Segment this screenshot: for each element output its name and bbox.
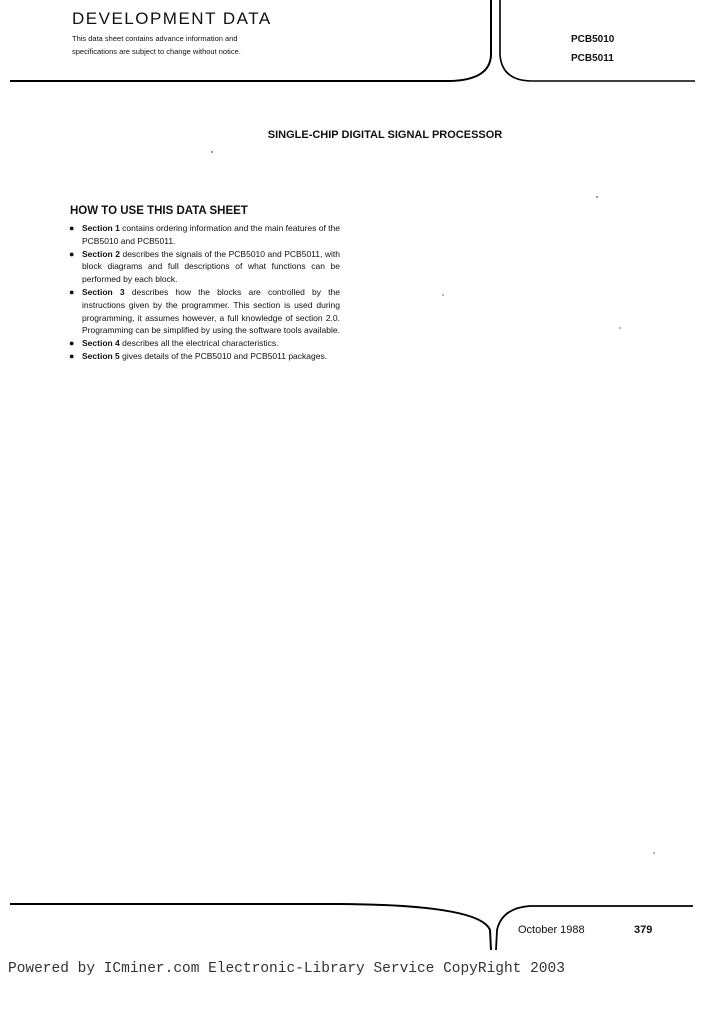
bullet-icon: ● [69,223,75,233]
footer-date: October 1988 [518,924,585,936]
list-item [68,350,340,363]
notice-line-1: This data sheet contains advance information and [72,34,238,43]
item-text: contains ordering information and the main features of the PCB5010 and PCB5011. [82,223,340,246]
development-data-title: DEVELOPMENT DATA [72,9,272,28]
bullet-icon: ● [69,248,75,259]
list-item [68,286,340,337]
item-text: describes the signals of the PCB5010 and PCB5011, with block diagrams and full descriptions of what functions can be performed by each block. [82,248,340,285]
section-heading: HOW TO USE THIS DATA SHEET [70,205,248,217]
notice-line-2: specifications are subject to change without notice. [72,47,241,56]
list-item [68,222,340,248]
powered-by-banner: Powered by ICminer.com Electronic-Library Service CopyRight 2003 [8,961,565,977]
bullet-icon: ● [69,286,75,297]
part-number-1: PCB5010 [571,34,615,45]
list-item [68,337,340,350]
item-text: describes how the blocks are controlled by the instructions given by the programmer. This section is used during programming, it assumes however, a full knowledge of section 2.0. Programming can be simplified by using the software tools available. [82,286,340,336]
list-item [68,248,340,286]
page-number: 379 [634,924,653,936]
bullet-icon: ● [69,350,75,361]
part-number-2: PCB5011 [571,53,614,64]
document-title: SINGLE-CHIP DIGITAL SIGNAL PROCESSOR [267,129,503,141]
item-label: Section 1 [82,223,120,233]
item-text: describes all the electrical characteristics. [119,338,279,349]
bullet-icon: ● [69,338,75,349]
item-label: Section 4 [82,338,120,349]
item-text: gives details of the PCB5010 and PCB5011 packages. [119,350,328,361]
item-label: Section 3 [82,286,125,297]
item-label: Section 2 [82,248,120,259]
section-list [68,222,340,363]
item-label: Section 5 [82,350,120,361]
